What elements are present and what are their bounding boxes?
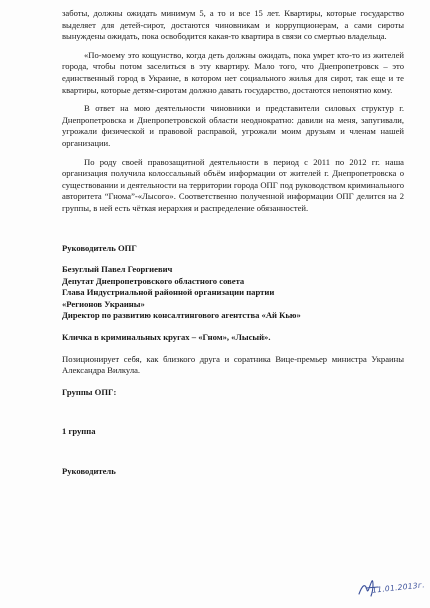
paragraph-2: «По-моему это кощунство, когда деть должны ожидать, пока умрет кто-то из жителей города, чтобы потом заселиться в эту квартиру. Мало того, что Днепропетровск – это единственный город в Украине, в котором нет социального жилья для сирот, так еще и те квартиры, которые детям-сиротам должно давать государство, достаются непонятно кому. bbox=[62, 49, 404, 95]
group-1-heading: 1 группа bbox=[62, 426, 96, 437]
paragraph-4: По роду своей правозащитной деятельности в период с 2011 по 2012 гг. наша организация получила колоссальный объём информации от жителей г. Днепропетровска о существовании и деятельности на территории города ОПГ под руководством криминального авторитета “Гнома”-«Лысого». Соответственно полученной информации ОПГ делится на 2 группы, в ней есть чёткая иерархия и распределение обязанностей. bbox=[62, 156, 404, 213]
paragraph-1: заботы, должны ожидать минимум 5, а то и все 15 лет. Квартиры, которые государство выделяет для детей-сирот, достаются чиновникам и коррупционерам, а сами сироты вынуждены ожидать, пока освободится какая-то квартира в связи со смертью владельца. bbox=[62, 8, 404, 42]
leader-title-3: «Регионов Украины» bbox=[62, 298, 145, 309]
group-1-role: Руководитель bbox=[62, 466, 116, 477]
leader-title-1: Депутат Днепропетровского областного совета bbox=[62, 275, 245, 286]
paragraph-3: В ответ на мою деятельности чиновники и представители силовых структур г. Днепропетровска и Днепропетровской области неоднократно: давили на меня, запугивали, угрожали физической и правовой расправой, угрожали моим друзьям и членам нашей организации. bbox=[62, 103, 404, 148]
leader-name: Безуглый Павел Георгиевич bbox=[62, 264, 173, 275]
leader-title-2: Глава Индустриальной районной организации партии bbox=[62, 287, 275, 298]
positioning-text: Позиционирует себя, как близкого друга и соратника Вице-премьер министра Украины Александра Вилкула. bbox=[62, 353, 404, 376]
signature-date: 11.01.2013г. bbox=[371, 580, 426, 595]
document-body bbox=[62, 8, 404, 478]
leader-heading: Руководитель ОПГ bbox=[62, 242, 137, 253]
leader-nickname: Кличка в криминальных кругах – «Гном», «Лысый». bbox=[62, 332, 271, 343]
leader-title-4: Директор по развитию консалтингового агентства «Ай Кью» bbox=[62, 310, 301, 321]
groups-label: Группы ОПГ: bbox=[62, 386, 117, 397]
